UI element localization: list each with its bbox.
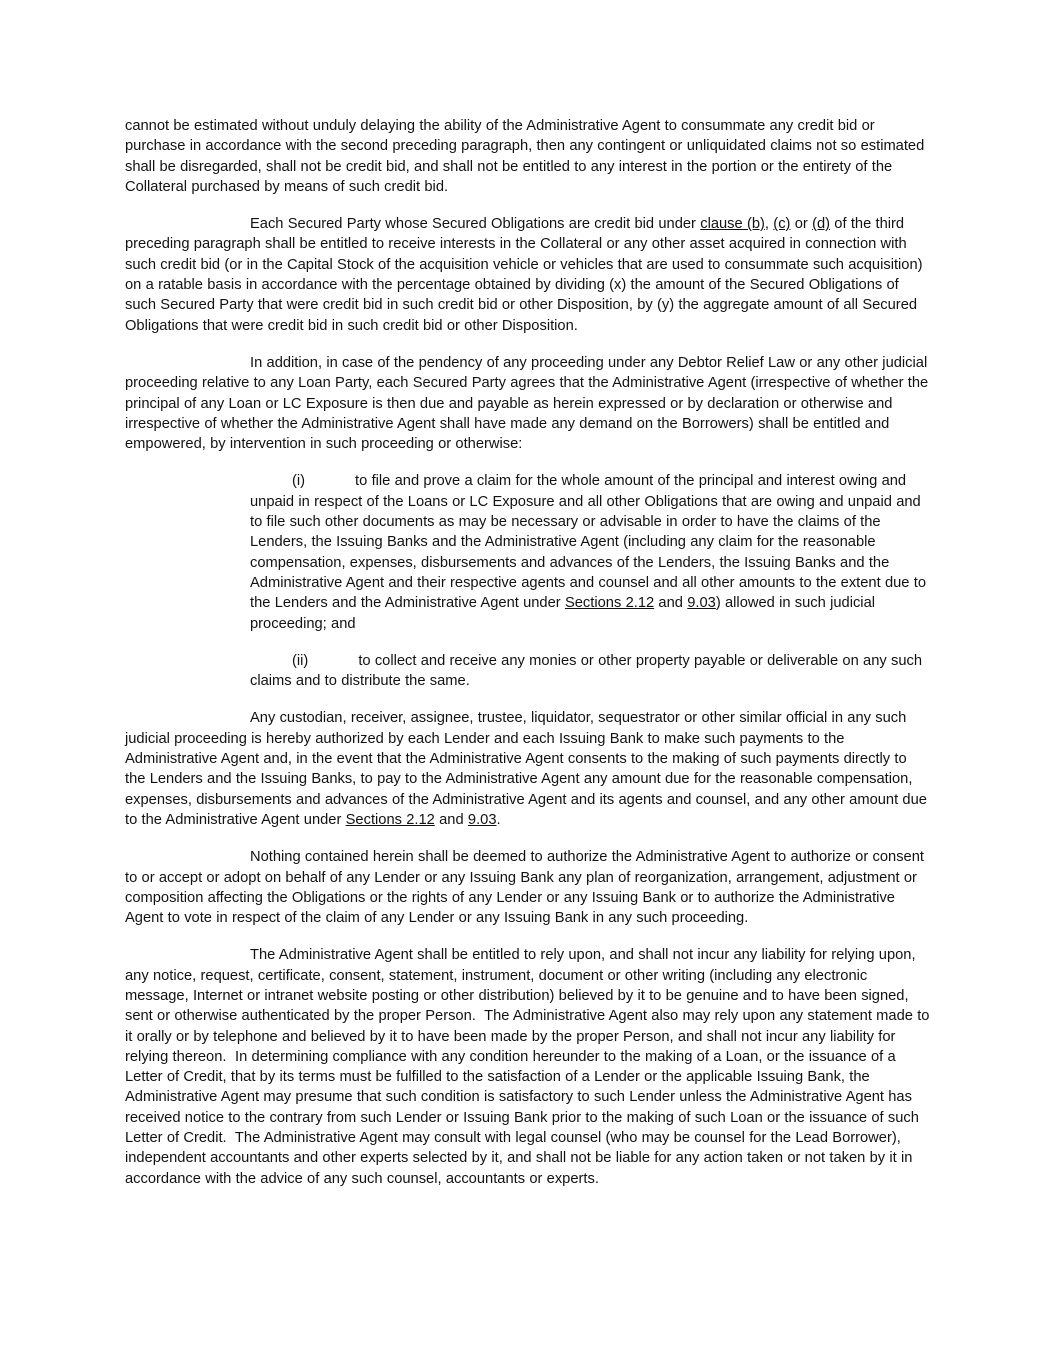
text-run: Nothing contained herein shall be deemed to authorize the Administrative Agent to authorize or consent to or accept or adopt on behalf of any Lender or any Issuing Bank any plan of reorganization, arrangement, adjustment or composition affecting the Obligations or the rights of any Lender or any Issuing Bank or to authorize the Administrative Agent to vote in respect of the claim of any Lender or any Issuing Bank in any such proceeding. xyxy=(125,849,929,927)
text-run: . xyxy=(496,811,501,828)
underlined-reference: (c) xyxy=(773,216,791,233)
text-run: and xyxy=(654,595,688,612)
paragraph-reliance xyxy=(125,945,934,1189)
text-run: In addition, in case of the pendency of any proceeding under any Debtor Relief Law or any other judicial proceeding relative to any Loan Party, each Secured Party agrees that the Administrative Agent (irrespective of whether the principal of any Loan or LC Exposure is then due and payable as herein expressed or by declaration or otherwise and irrespective of whether the Administrative Agent shall have made any demand on the Borrowers) shall be entitled and empowered, by intervention in such proceeding or otherwise: xyxy=(125,354,933,453)
text-run: to collect and receive any monies or other property payable or deliverable on any such claims and to distribute the same. xyxy=(250,652,927,690)
text-run: of the third preceding paragraph shall be entitled to receive interests in the Collateral or any other asset acquired in connection with such credit bid (or in the Capital Stock of the acquisition vehicle or vehicles that are used to consummate such acquisition) on a ratable basis in accordance with the percentage obtained by dividing (x) the amount of the Secured Obligations of such Secured Party that were credit bid in such credit bid or other Disposition, by (y) the aggregate amount of all Secured Obligations that were credit bid in such credit bid or other Disposition. xyxy=(125,216,927,334)
paragraph-debtor-relief-law xyxy=(125,353,931,454)
text-run: ) allowed in such judicial proceeding; and xyxy=(250,595,880,632)
paragraph-continuation xyxy=(125,116,931,197)
text-run: Each Secured Party whose Secured Obligations are credit bid under xyxy=(250,216,701,233)
text-run: or xyxy=(790,216,813,233)
text-run: , xyxy=(764,216,774,233)
text-run: The Administrative Agent shall be entitled to rely upon, and shall not incur any liability for relying upon, any notice, request, certificate, consent, statement, instrument, document or other writing (including any electronic message, Internet or intranet website posting or other distribution) believed by it to be genuine and to have been signed, sent or otherwise authenticated by the proper Person. The Administrative Agent also may rely upon any statement made to it orally or by telephone and believed by it to have been made by the proper Person, and shall not incur any liability for relying thereon. In determining compliance with any condition hereunder to the making of a Loan, or the issuance of a Letter of Credit, that by its terms must be fulfilled to the satisfaction of a Lender or the applicable Issuing Bank, the Administrative Agent may presume that such condition is satisfactory to such Lender unless the Administrative Agent has received notice to the contrary from such Lender or Issuing Bank prior to the making of such Loan or the issuance of such Letter of Credit. The Administrative Agent may consult with legal counsel (who may be counsel for the Lead Borrower), independent accountants and other experts selected by it, and shall not be liable for any action taken or not taken by it in accordance with the advice of any such counsel, accountants or experts. xyxy=(125,947,934,1187)
paragraph-custodian xyxy=(125,708,931,830)
underlined-reference: 9.03 xyxy=(687,595,716,612)
text-run: to file and prove a claim for the whole amount of the principal and interest owing and unpaid in respect of the Loans or LC Exposure and all other Obligations that are owing and unpaid and to file such other documents as may be necessary or advisable in order to have the claims of the Lenders, the Issuing Banks and the Administrative Agent (including any claim for the reasonable compensation, expenses, disbursements and advances of the Lenders, the Issuing Banks and the Administrative Agent and their respective agents and counsel and all other amounts to the extent due to the Lenders and the Administrative Agent under xyxy=(250,473,931,612)
underlined-reference: Sections 2.12 xyxy=(345,811,435,828)
text-run: cannot be estimated without unduly delaying the ability of the Administrative Agent to consummate any credit bid or purchase in accordance with the second preceding paragraph, then any contingent or unliquidated claims not so estimated shall be disregarded, shall not be credit bid, and shall not be entitled to any interest in the portion or the entirety of the Collateral purchased by means of such credit bid. xyxy=(125,118,929,195)
underlined-reference: Sections 2.12 xyxy=(564,595,655,612)
paragraph-secured-party-credit-bid xyxy=(125,214,931,336)
text-run: and xyxy=(434,811,468,828)
text-run: (ii) xyxy=(292,652,309,669)
list-item-i xyxy=(250,471,931,633)
list-item-ii xyxy=(250,651,931,692)
paragraph-nothing-contained xyxy=(125,847,931,928)
text-run: (i) xyxy=(292,473,306,490)
underlined-reference: (d) xyxy=(812,216,831,233)
underlined-reference: clause (b) xyxy=(700,216,765,233)
underlined-reference: 9.03 xyxy=(467,811,497,828)
text-run: Any custodian, receiver, assignee, trustee, liquidator, sequestrator or other similar official in any such judicial proceeding is hereby authorized by each Lender and each Issuing Bank to make such payments to the Administrative Agent and, in the event that the Administrative Agent consents to the making of such payments directly to the Lenders and the Issuing Banks, to pay to the Administrative Agent any amount due for the reasonable compensation, expenses, disbursements and advances of the Administrative Agent and its agents and counsel, and any other amount due to the Administrative Agent under xyxy=(125,710,932,828)
